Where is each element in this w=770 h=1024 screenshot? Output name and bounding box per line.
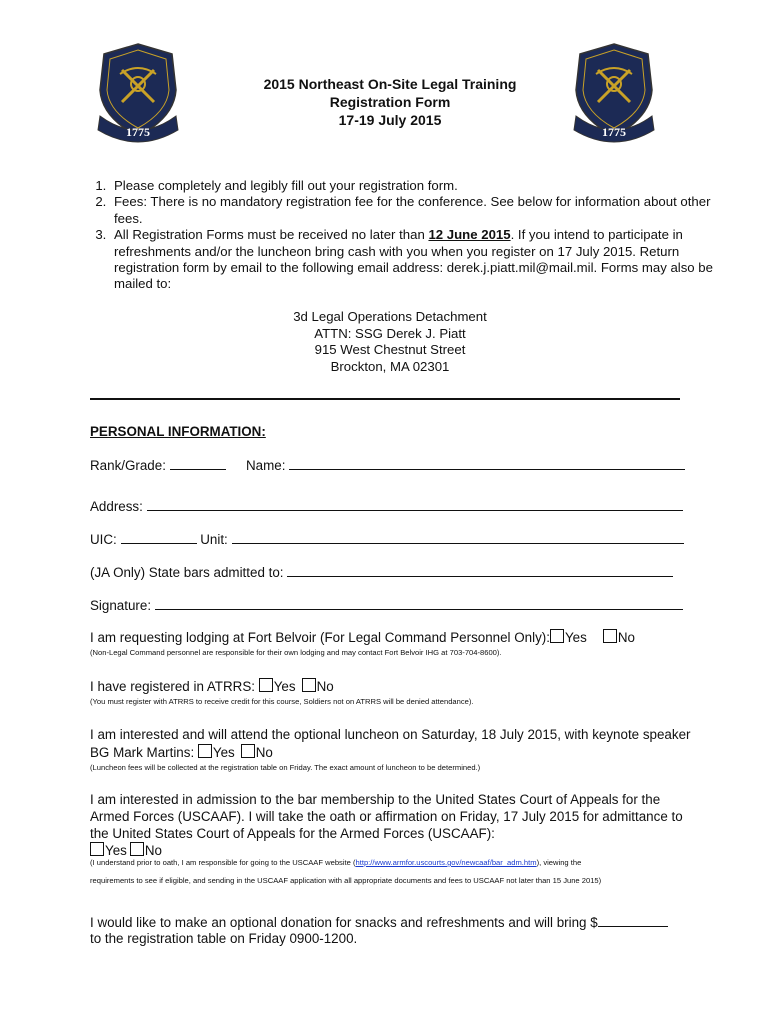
uscaaf-row bbox=[90, 792, 700, 860]
unit-label: Unit: bbox=[196, 532, 232, 547]
atrrs-yes-checkbox[interactable] bbox=[259, 678, 273, 692]
personal-info-heading: PERSONAL INFORMATION: bbox=[90, 424, 266, 439]
uic-unit-row bbox=[90, 531, 684, 547]
unit-field[interactable] bbox=[232, 531, 684, 544]
state-bars-label: (JA Only) State bars admitted to: bbox=[90, 565, 288, 580]
lodging-row bbox=[90, 629, 635, 645]
lodging-question: I am requesting lodging at Fort Belvoir (For Legal Command Personnel Only): bbox=[90, 630, 550, 645]
mailing-address bbox=[200, 309, 580, 375]
atrrs-row bbox=[90, 678, 334, 694]
atrrs-no-checkbox[interactable] bbox=[302, 678, 316, 692]
uscaaf-yes-label: Yes bbox=[105, 843, 127, 859]
signature-label: Signature: bbox=[90, 598, 155, 613]
address-field[interactable] bbox=[147, 498, 683, 511]
instruction-item-2: 2. Fees: There is no mandatory registration fee for the conference. See below for information about other fees. bbox=[110, 194, 730, 227]
svg-text:1775: 1775 bbox=[126, 125, 150, 139]
signature-field[interactable] bbox=[155, 597, 683, 610]
rank-grade-label: Rank/Grade: bbox=[90, 458, 170, 473]
donation-text: I would like to make an optional donation for snacks and refreshments and will bring $ bbox=[90, 915, 598, 930]
uscaaf-question: I am interested in admission to the bar membership to the United States Court of Appeals for the Armed Forces (USCAAF). I will take the oath or affirmation on Friday, 17 July 2015 for admittance to the United States Court of Appeals for the Armed Forces (USCAAF): bbox=[90, 792, 683, 841]
uscaaf-no-checkbox[interactable] bbox=[130, 842, 144, 856]
luncheon-note: (Luncheon fees will be collected at the registration table on Friday. The exact amount of luncheon to be determined.) bbox=[90, 763, 481, 772]
uscaaf-note-line-2: requirements to see if eligible, and sending in the USCAAF application with all appropriate documents and fees to USCAAF not later than 15 June 2015) bbox=[90, 876, 602, 885]
donation-row bbox=[90, 914, 668, 930]
state-bars-field[interactable] bbox=[287, 564, 673, 577]
donation-line-2: to the registration table on Friday 0900-1200. bbox=[90, 931, 358, 946]
luncheon-yes-checkbox[interactable] bbox=[198, 744, 212, 758]
uscaaf-note-line-1 bbox=[90, 858, 581, 867]
name-row bbox=[246, 457, 685, 473]
instruction-3-text-b: . If you intend to participate in refreshments and/or the luncheon bring cash with you when you register on 17 July 2015. Return registration form by email to the following email address: derek.j.piatt.mil@mail.mil. Forms may also be mailed to: bbox=[114, 227, 713, 292]
uscaaf-no-label: No bbox=[144, 843, 162, 859]
instructions-list bbox=[84, 178, 730, 293]
rank-grade-row bbox=[90, 457, 226, 473]
mailing-address-line-1: 3d Legal Operations Detachment bbox=[293, 309, 487, 324]
lodging-note: (Non-Legal Command personnel are responsible for their own lodging and may contact Fort Belvoir IHG at 703-704-8600). bbox=[90, 648, 502, 657]
uscaaf-note-text-a: (I understand prior to oath, I am responsible for going to the USCAAF website ( bbox=[90, 858, 356, 867]
mailing-address-line-4: Brockton, MA 02301 bbox=[330, 358, 450, 374]
uscaaf-website-link[interactable]: http://www.armfor.uscourts.gov/newcaaf/bar_adm.htm bbox=[355, 858, 537, 867]
section-divider bbox=[90, 398, 680, 400]
instruction-item-3 bbox=[110, 227, 730, 293]
jag-crest-logo-right bbox=[568, 40, 660, 146]
uic-label: UIC: bbox=[90, 532, 121, 547]
title-line-3: 17-19 July 2015 bbox=[338, 112, 442, 128]
atrrs-note: (You must register with ATRRS to receive credit for this course, Soldiers not on ATRRS will be denied attendance). bbox=[90, 697, 474, 706]
atrrs-question: I have registered in ATRRS: bbox=[90, 679, 259, 694]
lodging-yes-checkbox[interactable] bbox=[550, 629, 564, 643]
atrrs-no-label: No bbox=[316, 679, 334, 694]
name-field[interactable] bbox=[289, 457, 685, 470]
instruction-item-1: 1. Please completely and legibly fill out your registration form. bbox=[110, 178, 730, 194]
address-label: Address: bbox=[90, 499, 147, 514]
luncheon-yes-label: Yes bbox=[212, 744, 235, 760]
state-bars-row bbox=[90, 564, 673, 580]
luncheon-no-checkbox[interactable] bbox=[241, 744, 255, 758]
title-line-2: Registration Form bbox=[329, 94, 451, 110]
donation-amount-field[interactable] bbox=[598, 914, 668, 927]
mailing-address-line-3: 915 West Chestnut Street bbox=[314, 342, 466, 358]
lodging-no-checkbox[interactable] bbox=[603, 629, 617, 643]
name-label: Name: bbox=[246, 458, 290, 473]
atrrs-yes-label: Yes bbox=[273, 679, 296, 694]
instruction-3-text-a: All Registration Forms must be received no later than bbox=[114, 227, 429, 243]
rank-grade-field[interactable] bbox=[170, 457, 226, 470]
mailing-address-line-2: ATTN: SSG Derek J. Piatt bbox=[314, 325, 466, 341]
lodging-no-label: No bbox=[617, 630, 635, 645]
lodging-yes-label: Yes bbox=[564, 630, 587, 645]
luncheon-question: I am interested and will attend the optional luncheon on Saturday, 18 July 2015, with keynote speaker BG Mark Martins: bbox=[90, 727, 691, 760]
registration-deadline: 12 June 2015 bbox=[428, 227, 511, 243]
title-line-1: 2015 Northeast On-Site Legal Training bbox=[263, 76, 517, 92]
uscaaf-yes-checkbox[interactable] bbox=[90, 842, 104, 856]
uscaaf-note-text-b: ), viewing the bbox=[536, 858, 582, 867]
luncheon-no-label: No bbox=[255, 744, 273, 760]
signature-row bbox=[90, 597, 683, 613]
form-title bbox=[200, 75, 580, 129]
svg-text:1775: 1775 bbox=[602, 125, 626, 139]
jag-crest-logo-left bbox=[92, 40, 184, 146]
uic-field[interactable] bbox=[121, 531, 197, 544]
luncheon-row bbox=[90, 727, 700, 762]
address-row bbox=[90, 498, 683, 514]
